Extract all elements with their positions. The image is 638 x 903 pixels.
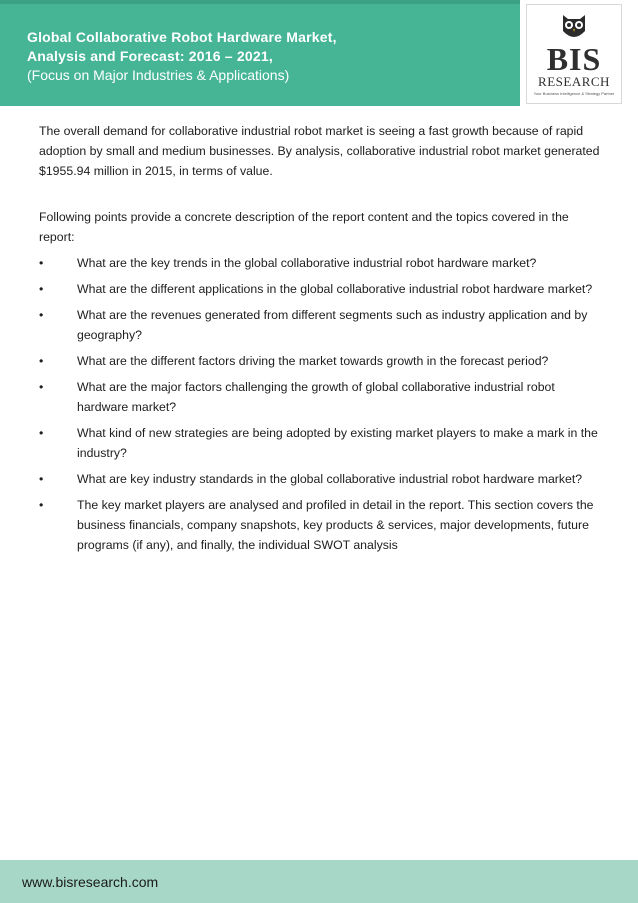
list-item-text: What are key industry standards in the global collaborative industrial robot hardware market? xyxy=(77,472,583,486)
bullet-icon: • xyxy=(39,472,44,486)
bullet-icon: • xyxy=(39,498,44,512)
list-item-text: What are the different applications in the global collaborative industrial robot hardware market? xyxy=(77,282,593,296)
list-item-text: What are the different factors driving the market towards growth in the forecast period? xyxy=(77,354,549,368)
website-link[interactable]: www.bisresearch.com xyxy=(22,874,159,890)
list-item xyxy=(39,495,604,555)
intro-paragraph: The overall demand for collaborative industrial robot market is seeing a fast growth because of rapid adoption by small and medium businesses. By analysis, collaborative industrial robot market generated $1955.94 million in 2015, in terms of value. xyxy=(39,124,600,178)
logo-name: RESEARCH xyxy=(538,74,610,89)
lead-paragraph: Following points provide a concrete description of the report content and the topics covered in the report: xyxy=(39,210,569,244)
report-title xyxy=(27,28,337,85)
report-content xyxy=(39,121,604,561)
header-accent-bar xyxy=(0,0,520,4)
list-item xyxy=(39,377,604,417)
footer-bar xyxy=(0,860,638,903)
list-item xyxy=(39,351,604,371)
list-item xyxy=(39,305,604,345)
logo-mark: BIS xyxy=(546,41,602,77)
list-item-text: What are the revenues generated from different segments such as industry application and by geography? xyxy=(77,308,588,342)
header-banner xyxy=(0,0,520,106)
list-item xyxy=(39,253,604,273)
owl-icon xyxy=(559,9,589,43)
bullet-icon: • xyxy=(39,282,44,296)
list-item xyxy=(39,279,604,299)
title-line-2: Analysis and Forecast: 2016 – 2021, xyxy=(27,48,273,64)
bullet-icon: • xyxy=(39,308,44,322)
list-item-text: The key market players are analysed and profiled in detail in the report. This section covers the business financials, company snapshots, key products & services, major developments, future programs (if any), and finally, the individual SWOT analysis xyxy=(77,498,594,552)
bullet-icon: • xyxy=(39,354,44,368)
title-line-1: Global Collaborative Robot Hardware Market, xyxy=(27,29,337,45)
bullet-icon: • xyxy=(39,426,44,440)
list-item-text: What are the key trends in the global collaborative industrial robot hardware market? xyxy=(77,256,537,270)
bullet-icon: • xyxy=(39,380,44,394)
logo-tagline: Your Business Intelligence & Strategy Partner xyxy=(533,91,615,96)
list-item-text: What are the major factors challenging the growth of global collaborative industrial robot hardware market? xyxy=(77,380,555,414)
bis-research-logo xyxy=(526,4,622,104)
list-item-text: What kind of new strategies are being adopted by existing market players to make a mark in the industry? xyxy=(77,426,598,460)
list-item xyxy=(39,469,604,489)
list-item xyxy=(39,423,604,463)
title-line-3: (Focus on Major Industries & Applications) xyxy=(27,67,290,83)
bullet-icon: • xyxy=(39,256,44,270)
